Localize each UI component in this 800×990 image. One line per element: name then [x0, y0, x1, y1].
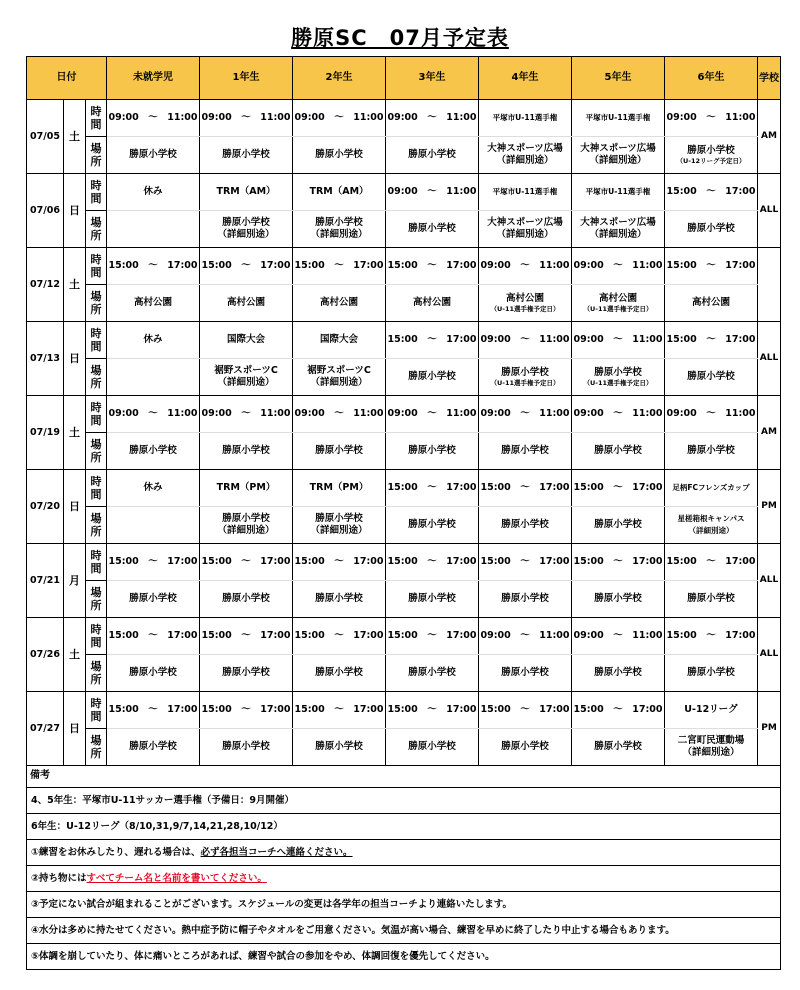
time-cell: TRM（AM） — [293, 174, 386, 211]
schedule-row-time — [27, 322, 781, 359]
time-cell: 15:00 ～ 17:00 — [107, 544, 200, 581]
place-text: 勝原小学校 — [408, 593, 456, 605]
place-label-text: 場所 — [90, 141, 102, 168]
time-cell: 09:00 ～ 11:00 — [479, 248, 572, 285]
time-cell: 平塚市U-11選手権 — [572, 174, 665, 211]
place-text: 勝原小学校 — [408, 445, 456, 457]
place-text: 勝原小学校 — [501, 593, 549, 605]
schedule-table — [26, 56, 781, 970]
time-cell: 足柄FCフレンズカップ — [665, 470, 758, 507]
time-cell: 09:00 ～ 11:00 — [665, 100, 758, 137]
place-text: 勝原小学校 — [408, 223, 456, 235]
place-text: 勝原小学校 — [594, 445, 642, 457]
note-health: ⑤体調を崩していたり、体に痛いところがあれば、練習や試合の参加をやめ、体調回復を優先してください。 — [27, 944, 781, 970]
place-text: 裾野スポーツC （詳細別途） — [214, 365, 278, 388]
place-text: 勝原小学校 — [408, 741, 456, 753]
time-label — [86, 248, 107, 285]
time-cell: 15:00 ～ 17:00 — [572, 544, 665, 581]
time-cell: 09:00 ～ 11:00 — [293, 100, 386, 137]
place-cell — [479, 137, 572, 174]
time-cell: 09:00 ～ 11:00 — [479, 396, 572, 433]
note-schedule-change: ③予定にない試合が組まれることがございます。スケジュールの変更は各学年の担当コーチより連絡いたします。 — [27, 892, 781, 918]
place-text: 二宮町民運動場 （詳細別途） — [677, 735, 745, 758]
time-cell: TRM（AM） — [200, 174, 293, 211]
schedule-row-place — [27, 581, 781, 618]
place-text: 勝原小学校 — [315, 445, 363, 457]
place-cell — [200, 285, 293, 322]
time-label — [86, 544, 107, 581]
time-cell: 09:00 ～ 11:00 — [572, 248, 665, 285]
place-label — [86, 507, 107, 544]
school-cell: PM — [758, 470, 781, 544]
place-text: 勝原小学校 — [408, 149, 456, 161]
time-cell: 09:00 ～ 11:00 — [572, 396, 665, 433]
place-text: 高村公園 — [598, 293, 637, 304]
school-cell: AM — [758, 396, 781, 470]
place-text: 勝原小学校 — [222, 741, 270, 753]
place-cell — [479, 581, 572, 618]
place-cell — [479, 433, 572, 470]
place-cell — [293, 433, 386, 470]
place-text: 勝原小学校 — [594, 367, 642, 378]
place-label — [86, 137, 107, 174]
note-hydration: ④水分は多めに持たせてください。熱中症予防に帽子やタオルをご用意ください。気温が高い場合、練習を早めに終了したり中止する場合もあります。 — [27, 918, 781, 944]
place-cell — [479, 285, 572, 322]
time-label — [86, 396, 107, 433]
place-cell — [572, 359, 665, 396]
time-cell: 15:00 ～ 17:00 — [293, 618, 386, 655]
time-label-text: 時間 — [90, 400, 102, 427]
place-text: 高村公園 — [691, 297, 730, 309]
place-text: 高村公園 — [133, 297, 172, 309]
place-text: 勝原小学校 — [501, 445, 549, 457]
schedule-row-time — [27, 470, 781, 507]
time-cell: 15:00 ～ 17:00 — [386, 248, 479, 285]
place-cell — [200, 211, 293, 248]
date-cell: 07/05 — [27, 100, 64, 174]
date-cell: 07/13 — [27, 322, 64, 396]
time-cell: 15:00 ～ 17:00 — [107, 248, 200, 285]
place-subtext: （U-11選手権予定日） — [490, 304, 560, 313]
school-cell: ALL — [758, 618, 781, 692]
place-cell — [293, 655, 386, 692]
place-cell — [665, 137, 758, 174]
place-text: 勝原小学校 — [687, 223, 735, 235]
place-text: 勝原小学校 — [687, 145, 735, 156]
schedule-row-place — [27, 285, 781, 322]
time-cell: 15:00 ～ 17:00 — [200, 248, 293, 285]
time-cell: 09:00 ～ 11:00 — [479, 618, 572, 655]
place-text: 勝原小学校 — [408, 667, 456, 679]
note-u12: 6年生：U-12リーグ（8/10,31,9/7,14,21,28,10/12） — [27, 814, 781, 840]
school-cell: AM — [758, 100, 781, 174]
date-cell: 07/20 — [27, 470, 64, 544]
place-text: 勝原小学校 — [129, 593, 177, 605]
time-cell: 15:00 ～ 17:00 — [572, 470, 665, 507]
place-text: 勝原小学校 — [501, 367, 549, 378]
schedule-row-time — [27, 618, 781, 655]
note-belongings — [27, 866, 781, 892]
place-cell — [107, 359, 200, 396]
time-cell: 09:00 ～ 11:00 — [200, 100, 293, 137]
place-label-text: 場所 — [90, 363, 102, 390]
time-cell: 休み — [107, 174, 200, 211]
time-cell: 09:00 ～ 11:00 — [107, 100, 200, 137]
place-cell — [293, 581, 386, 618]
time-cell: 15:00 ～ 17:00 — [479, 544, 572, 581]
time-cell: 15:00 ～ 17:00 — [386, 692, 479, 729]
place-label-text: 場所 — [90, 437, 102, 464]
place-cell — [200, 655, 293, 692]
place-cell — [665, 507, 758, 544]
time-label-text: 時間 — [90, 326, 102, 353]
date-cell: 07/12 — [27, 248, 64, 322]
place-text: 大神スポーツ広場 （詳細別途） — [580, 143, 656, 166]
weekday-cell: 月 — [64, 544, 86, 618]
place-text: 勝原小学校 — [594, 593, 642, 605]
place-cell — [665, 581, 758, 618]
place-cell — [107, 137, 200, 174]
header-grade4: 4年生 — [479, 57, 572, 100]
place-text: 勝原小学校 — [594, 667, 642, 679]
time-cell: 15:00 ～ 17:00 — [386, 618, 479, 655]
place-cell — [386, 211, 479, 248]
weekday-cell: 土 — [64, 248, 86, 322]
note-absence — [27, 840, 781, 866]
place-text: 高村公園 — [505, 293, 544, 304]
time-cell: 15:00 ～ 17:00 — [293, 692, 386, 729]
place-text: 勝原小学校 — [315, 149, 363, 161]
time-cell: TRM（PM） — [293, 470, 386, 507]
place-cell — [200, 433, 293, 470]
time-cell: 09:00 ～ 11:00 — [107, 396, 200, 433]
place-label-text: 場所 — [90, 659, 102, 686]
time-cell: 15:00 ～ 17:00 — [200, 618, 293, 655]
place-label-text: 場所 — [90, 289, 102, 316]
time-cell: 15:00 ～ 17:00 — [386, 322, 479, 359]
place-text: 勝原小学校 — [501, 519, 549, 531]
time-cell: 09:00 ～ 11:00 — [665, 396, 758, 433]
place-text: 勝原小学校 — [222, 445, 270, 457]
place-cell — [665, 285, 758, 322]
place-cell — [572, 729, 665, 766]
place-cell — [293, 729, 386, 766]
place-text: 大神スポーツ広場 （詳細別途） — [487, 143, 563, 166]
place-text: 勝原小学校 — [687, 371, 735, 383]
place-label — [86, 211, 107, 248]
header-row — [27, 57, 781, 100]
place-text: 勝原小学校 — [315, 667, 363, 679]
place-text: 裾野スポーツC （詳細別途） — [307, 365, 371, 388]
schedule-row-time — [27, 396, 781, 433]
school-cell: ALL — [758, 322, 781, 396]
schedule-row-time — [27, 692, 781, 729]
place-cell — [107, 729, 200, 766]
place-text: 勝原小学校 — [687, 667, 735, 679]
place-subtext: （U-11選手権予定日） — [583, 378, 653, 387]
time-cell: 15:00 ～ 17:00 — [572, 692, 665, 729]
place-label — [86, 359, 107, 396]
place-cell — [200, 581, 293, 618]
time-label — [86, 470, 107, 507]
place-cell — [200, 729, 293, 766]
place-cell — [572, 137, 665, 174]
date-cell: 07/27 — [27, 692, 64, 766]
time-cell: 15:00 ～ 17:00 — [665, 618, 758, 655]
place-cell — [107, 211, 200, 248]
time-label-text: 時間 — [90, 548, 102, 575]
place-text: 勝原小学校 — [687, 593, 735, 605]
school-cell — [758, 248, 781, 322]
time-cell: 15:00 ～ 17:00 — [665, 544, 758, 581]
place-label-text: 場所 — [90, 215, 102, 242]
place-text: 勝原小学校 — [687, 445, 735, 457]
time-cell: 15:00 ～ 17:00 — [200, 544, 293, 581]
place-cell — [386, 581, 479, 618]
time-cell: 休み — [107, 470, 200, 507]
place-cell — [479, 359, 572, 396]
time-label-text: 時間 — [90, 104, 102, 131]
time-cell: 15:00 ～ 17:00 — [665, 322, 758, 359]
place-text: 勝原小学校 — [222, 149, 270, 161]
place-text: 高村公園 — [226, 297, 265, 309]
time-label-text: 時間 — [90, 696, 102, 723]
header-preschool: 未就学児 — [107, 57, 200, 100]
place-cell — [200, 359, 293, 396]
time-label — [86, 692, 107, 729]
time-cell: 15:00 ～ 17:00 — [479, 692, 572, 729]
place-cell — [665, 433, 758, 470]
place-text: 勝原小学校 — [129, 741, 177, 753]
date-cell: 07/19 — [27, 396, 64, 470]
time-cell: 09:00 ～ 11:00 — [572, 618, 665, 655]
school-cell: ALL — [758, 174, 781, 248]
time-cell: 09:00 ～ 11:00 — [386, 396, 479, 433]
place-cell — [107, 655, 200, 692]
place-label — [86, 581, 107, 618]
place-cell — [572, 507, 665, 544]
remarks-label: 備考 — [27, 766, 781, 788]
schedule-row-place — [27, 729, 781, 766]
place-cell — [572, 581, 665, 618]
time-cell: 15:00 ～ 17:00 — [293, 248, 386, 285]
time-cell: 15:00 ～ 17:00 — [200, 692, 293, 729]
school-cell: PM — [758, 692, 781, 766]
place-cell — [479, 729, 572, 766]
place-text: 高村公園 — [319, 297, 358, 309]
schedule-row-time — [27, 100, 781, 137]
place-cell — [293, 211, 386, 248]
place-cell — [572, 211, 665, 248]
place-cell — [200, 507, 293, 544]
place-cell — [572, 655, 665, 692]
time-cell: 09:00 ～ 11:00 — [200, 396, 293, 433]
time-cell: 15:00 ～ 17:00 — [293, 544, 386, 581]
time-label-text: 時間 — [90, 622, 102, 649]
place-cell — [572, 433, 665, 470]
page-title: 勝原SC 07月予定表 — [291, 26, 509, 50]
place-text: 勝原小学校 — [129, 149, 177, 161]
schedule-row-place — [27, 433, 781, 470]
place-subtext: （U-12リーグ予定日） — [676, 156, 746, 165]
time-label-text: 時間 — [90, 474, 102, 501]
place-cell — [200, 137, 293, 174]
place-text: 勝原小学校 — [594, 519, 642, 531]
place-cell — [107, 507, 200, 544]
time-cell: 15:00 ～ 17:00 — [107, 618, 200, 655]
time-cell: 平塚市U-11選手権 — [572, 100, 665, 137]
place-text: 勝原小学校 （詳細別途） — [310, 513, 368, 536]
place-label-text: 場所 — [90, 733, 102, 760]
place-cell — [665, 729, 758, 766]
time-label — [86, 174, 107, 211]
place-cell — [479, 655, 572, 692]
date-cell: 07/26 — [27, 618, 64, 692]
time-cell: 15:00 ～ 17:00 — [386, 470, 479, 507]
time-cell: TRM（PM） — [200, 470, 293, 507]
time-cell: 09:00 ～ 11:00 — [386, 174, 479, 211]
place-text: 勝原小学校 — [594, 741, 642, 753]
weekday-cell: 土 — [64, 618, 86, 692]
place-text: 勝原小学校 — [501, 741, 549, 753]
header-grade1: 1年生 — [200, 57, 293, 100]
time-cell: 国際大会 — [293, 322, 386, 359]
time-cell: U-12リーグ — [665, 692, 758, 729]
weekday-cell: 日 — [64, 470, 86, 544]
schedule-row-place — [27, 359, 781, 396]
time-label-text: 時間 — [90, 178, 102, 205]
note-belongings-emphasis: すべてチーム名と名前を書いてください。 — [86, 872, 267, 884]
schedule-row-place — [27, 137, 781, 174]
weekday-cell: 日 — [64, 322, 86, 396]
time-cell: 15:00 ～ 17:00 — [386, 544, 479, 581]
place-cell — [665, 211, 758, 248]
place-text: 勝原小学校 — [315, 593, 363, 605]
time-cell: 09:00 ～ 11:00 — [572, 322, 665, 359]
place-cell — [386, 359, 479, 396]
place-cell — [386, 137, 479, 174]
weekday-cell: 土 — [64, 100, 86, 174]
time-cell: 09:00 ～ 11:00 — [479, 322, 572, 359]
weekday-cell: 日 — [64, 692, 86, 766]
place-text: 勝原小学校 — [315, 741, 363, 753]
place-cell — [293, 137, 386, 174]
place-text: 勝原小学校 — [408, 519, 456, 531]
schedule-row-time — [27, 248, 781, 285]
time-cell: 15:00 ～ 17:00 — [665, 248, 758, 285]
place-cell — [386, 433, 479, 470]
place-label — [86, 285, 107, 322]
header-school: 学校 — [758, 57, 781, 100]
time-cell: 国際大会 — [200, 322, 293, 359]
place-cell — [293, 359, 386, 396]
place-text: 勝原小学校 — [501, 667, 549, 679]
place-label — [86, 729, 107, 766]
place-cell — [665, 359, 758, 396]
time-cell: 平塚市U-11選手権 — [479, 174, 572, 211]
schedule-row-time — [27, 174, 781, 211]
place-cell — [386, 729, 479, 766]
place-text: 勝原小学校 （詳細別途） — [310, 217, 368, 240]
place-cell — [479, 507, 572, 544]
note-absence-text: ①練習をお休みしたり、遅れる場合は、 — [31, 846, 201, 858]
place-text: 勝原小学校 — [129, 667, 177, 679]
time-cell: 09:00 ～ 11:00 — [386, 100, 479, 137]
place-cell — [293, 285, 386, 322]
time-cell: 休み — [107, 322, 200, 359]
schedule-row-time — [27, 544, 781, 581]
place-text: 星槎箱根キャンパス （詳細別途） — [677, 514, 745, 535]
place-text: 勝原小学校 （詳細別途） — [217, 513, 275, 536]
time-label — [86, 618, 107, 655]
place-text: 大神スポーツ広場 （詳細別途） — [580, 217, 656, 240]
time-label-text: 時間 — [90, 252, 102, 279]
place-label-text: 場所 — [90, 585, 102, 612]
place-subtext: （U-11選手権予定日） — [490, 378, 560, 387]
place-label-text: 場所 — [90, 511, 102, 538]
place-label — [86, 655, 107, 692]
weekday-cell: 日 — [64, 174, 86, 248]
header-grade5: 5年生 — [572, 57, 665, 100]
place-cell — [665, 655, 758, 692]
place-text: 勝原小学校 — [408, 371, 456, 383]
note-u11: 4、5年生：平塚市U-11サッカー選手権（予備日：9月開催） — [27, 788, 781, 814]
school-cell: ALL — [758, 544, 781, 618]
place-text: 勝原小学校 — [129, 445, 177, 457]
note-belongings-text: ②持ち物には — [31, 872, 87, 884]
time-cell: 15:00 ～ 17:00 — [665, 174, 758, 211]
weekday-cell: 土 — [64, 396, 86, 470]
place-cell — [386, 285, 479, 322]
header-date: 日付 — [27, 57, 107, 100]
place-text: 勝原小学校 （詳細別途） — [217, 217, 275, 240]
place-cell — [572, 285, 665, 322]
time-cell: 平塚市U-11選手権 — [479, 100, 572, 137]
header-grade2: 2年生 — [293, 57, 386, 100]
time-cell: 09:00 ～ 11:00 — [293, 396, 386, 433]
place-label — [86, 433, 107, 470]
place-cell — [107, 285, 200, 322]
place-cell — [293, 507, 386, 544]
place-cell — [386, 655, 479, 692]
time-cell: 15:00 ～ 17:00 — [107, 692, 200, 729]
note-absence-emphasis: 必ず各担当コーチへ連絡ください。 — [200, 846, 353, 858]
time-label — [86, 322, 107, 359]
schedule-row-place — [27, 507, 781, 544]
header-grade3: 3年生 — [386, 57, 479, 100]
place-text: 勝原小学校 — [222, 593, 270, 605]
place-cell — [479, 211, 572, 248]
place-cell — [386, 507, 479, 544]
place-text: 大神スポーツ広場 （詳細別途） — [487, 217, 563, 240]
place-subtext: （U-11選手権予定日） — [583, 304, 653, 313]
place-cell — [107, 581, 200, 618]
date-cell: 07/21 — [27, 544, 64, 618]
place-cell — [107, 433, 200, 470]
place-text: 高村公園 — [412, 297, 451, 309]
time-cell: 15:00 ～ 17:00 — [479, 470, 572, 507]
schedule-row-place — [27, 211, 781, 248]
schedule-row-place — [27, 655, 781, 692]
place-text: 勝原小学校 — [222, 667, 270, 679]
date-cell: 07/06 — [27, 174, 64, 248]
time-label — [86, 100, 107, 137]
header-grade6: 6年生 — [665, 57, 758, 100]
